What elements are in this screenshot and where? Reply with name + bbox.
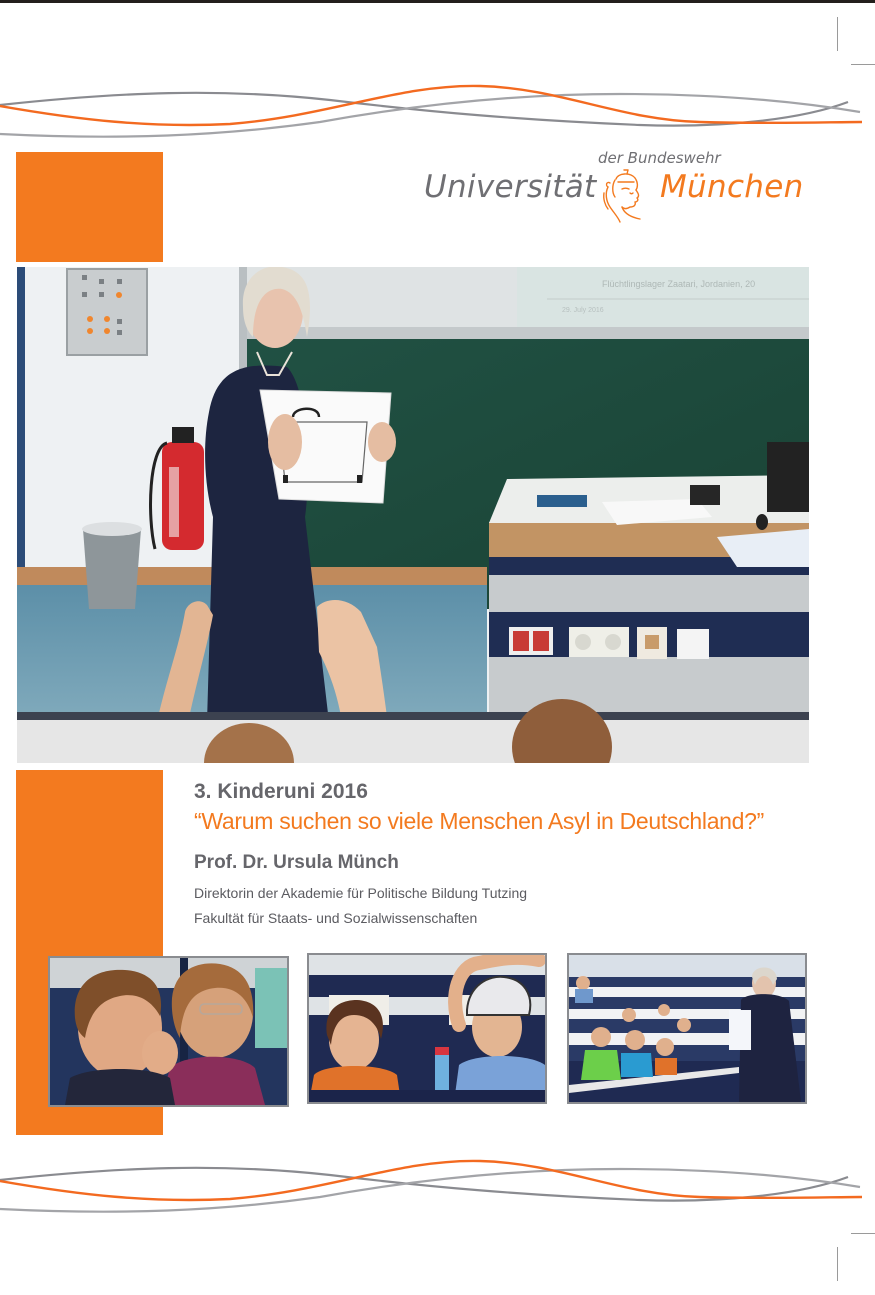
crop-mark-bottom-horizontal	[851, 1233, 875, 1234]
university-logo	[420, 145, 820, 230]
orange-accent-block-top	[16, 152, 163, 262]
lecturer-with-children-in-hall-image	[569, 955, 805, 1102]
children-helmet-raising-hand-image	[309, 955, 545, 1102]
wave-decoration-top	[0, 80, 875, 150]
children-listening-image	[50, 958, 287, 1105]
lecture-title: “Warum suchen so viele Menschen Asyl in Deutschland?”	[194, 808, 765, 834]
projector-text: Flüchtlingslager Zaatari, Jordanien, 20	[602, 279, 756, 289]
top-border	[0, 0, 875, 3]
logo-subtitle: der Bundeswehr	[598, 149, 721, 167]
main-photo-lecture	[17, 267, 809, 763]
crop-mark-top-vertical	[837, 17, 838, 51]
thumbnail-photo-3	[567, 953, 807, 1104]
thumbnail-photo-1	[48, 956, 289, 1107]
lecture-scene-image	[17, 267, 809, 763]
crop-mark-bottom-vertical	[837, 1247, 838, 1281]
crop-mark-top-horizontal	[851, 64, 875, 65]
speaker-affiliation-1: Direktorin der Akademie für Politische Bildung Tutzing	[194, 885, 528, 901]
logo-muenchen: München	[660, 169, 804, 205]
svg-text:29. July 2016: 29. July 2016	[562, 307, 604, 314]
speaker-name: Prof. Dr. Ursula Münch	[194, 852, 399, 873]
event-title: 3. Kinderuni 2016	[194, 780, 368, 803]
helmeted-head-crest-icon	[600, 167, 652, 225]
logo-universitaet: Universität	[424, 169, 597, 205]
wave-decoration-bottom	[0, 1155, 875, 1225]
speaker-affiliation-2: Fakultät für Staats- und Sozialwissenschaften	[194, 910, 478, 926]
event-info	[194, 778, 834, 931]
thumbnail-photo-2	[307, 953, 547, 1104]
